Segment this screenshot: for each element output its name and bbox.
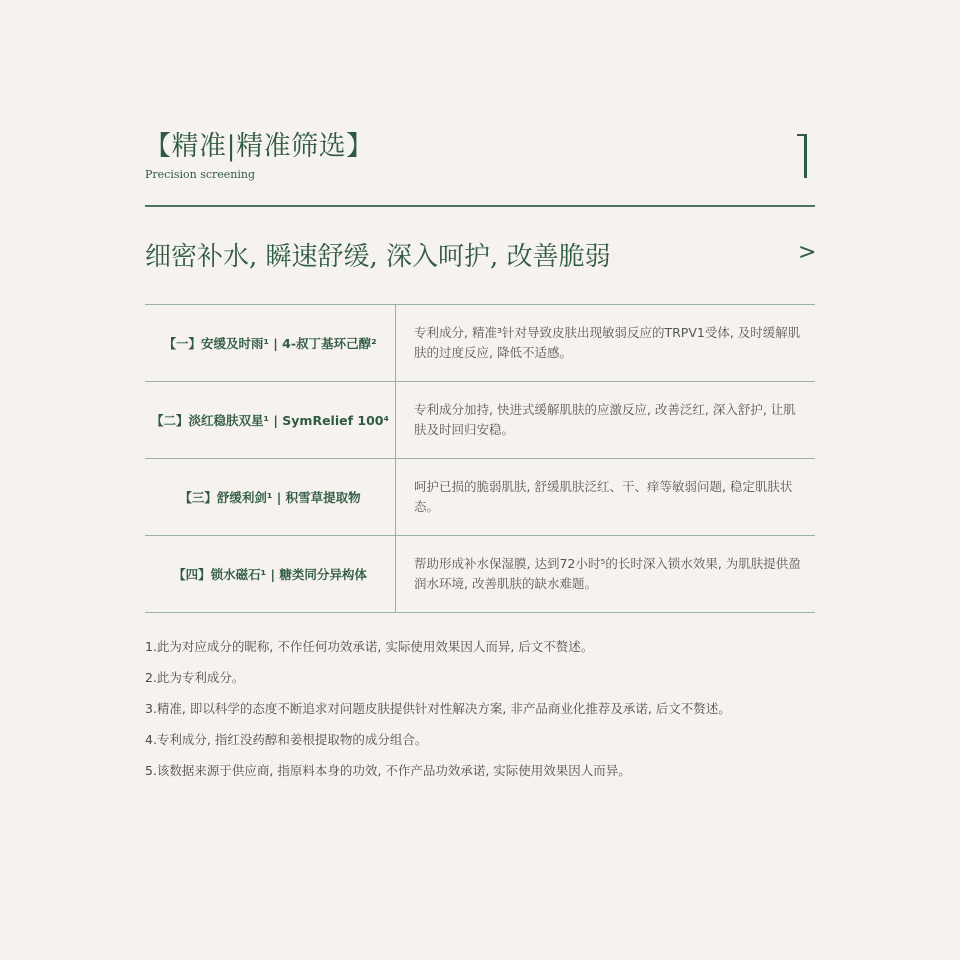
table-row bbox=[145, 305, 815, 382]
footnote: 5.该数据来源于供应商, 指原料本身的功效, 不作产品功效承诺, 实际使用效果因人而异。 bbox=[145, 763, 631, 778]
footnote: 4.专利成分, 指红没药醇和姜根提取物的成分组合。 bbox=[145, 732, 428, 747]
ingredient-description: 专利成分加持, 快进式缓解肌肤的应激反应, 改善泛红, 深入舒护, 让肌肤及时回归安稳。 bbox=[414, 402, 796, 437]
corner-bracket-icon bbox=[797, 134, 807, 178]
header-divider bbox=[145, 205, 815, 207]
ingredient-description: 帮助形成补水保湿膜, 达到72小时⁵的长时深入锁水效果, 为肌肤提供盈润水环境, 改善肌肤的缺水难题。 bbox=[414, 556, 801, 591]
chevron-right-icon[interactable]: > bbox=[798, 240, 817, 265]
ingredient-name: 【四】锁水磁石¹ | 糖类同分异构体 bbox=[145, 536, 396, 612]
ingredient-description: 呵护已损的脆弱肌肤, 舒缓肌肤泛红、干、痒等敏弱问题, 稳定肌肤状态。 bbox=[414, 479, 793, 514]
footnote: 1.此为对应成分的昵称, 不作任何功效承诺, 实际使用效果因人而异, 后文不赘述。 bbox=[145, 639, 594, 654]
ingredient-table bbox=[145, 304, 815, 613]
ingredient-name: 【三】舒缓利剑¹ | 积雪草提取物 bbox=[145, 459, 396, 535]
ingredient-name: 【一】安缓及时雨¹ | 4-叔丁基环己醇² bbox=[145, 305, 396, 381]
section-title: 【精准|精准筛选】 bbox=[144, 131, 374, 162]
table-row bbox=[145, 536, 815, 613]
ingredient-description: 专利成分, 精准³针对导致皮肤出现敏弱反应的TRPV1受体, 及时缓解肌肤的过度反应, 降低不适感。 bbox=[414, 325, 801, 360]
footnote: 3.精准, 即以科学的态度不断追求对问题皮肤提供针对性解决方案, 非产品商业化推荐及承诺, 后文不赘述。 bbox=[145, 701, 731, 716]
table-row bbox=[145, 459, 815, 536]
headline: 细密补水, 瞬速舒缓, 深入呵护, 改善脆弱 bbox=[145, 242, 611, 272]
footnote: 2.此为专利成分。 bbox=[145, 670, 245, 685]
section-subtitle: Precision screening bbox=[145, 168, 256, 181]
footnotes bbox=[145, 637, 825, 792]
table-row bbox=[145, 382, 815, 459]
ingredient-name: 【二】淡红稳肤双星¹ | SymRelief 100⁴ bbox=[145, 382, 396, 458]
